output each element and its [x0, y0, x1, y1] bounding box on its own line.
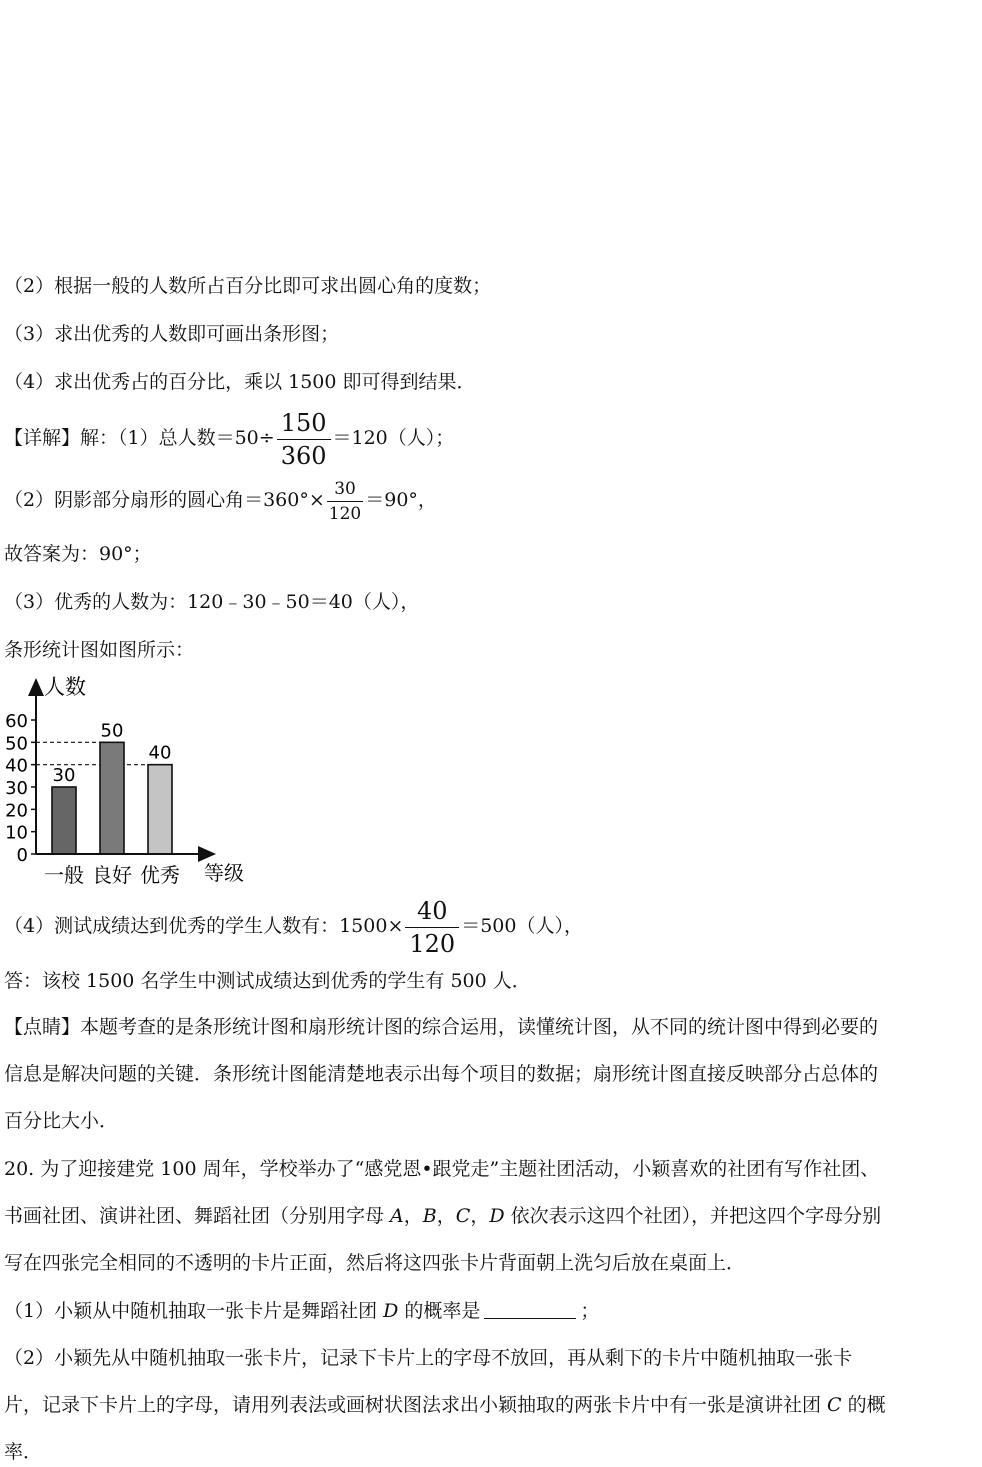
letter-a: A [390, 1205, 404, 1227]
y-tick-label: 60 [5, 711, 28, 732]
category-label: 良好 [92, 863, 132, 887]
separator: ， [436, 1205, 456, 1227]
question-20-part-2-line-1: （2）小颖先从中随机抽取一张卡片，记录下卡片上的字母不放回，再从剩下的卡片中随机抽取一张卡 [4, 1347, 853, 1369]
bar-value-label: 50 [100, 720, 124, 742]
bar-value-label: 40 [148, 742, 172, 764]
x-axis-label: 等级 [204, 861, 244, 885]
y-tick-label: 0 [16, 845, 28, 866]
part-1-text: （1）小颖从中随机抽取一张卡片是舞蹈社团 [4, 1300, 384, 1322]
y-axis-label: 人数 [44, 675, 86, 699]
letter-d: D [489, 1205, 505, 1227]
comment-line-2: 信息是解决问题的关键．条形统计图能清楚地表示出每个项目的数据；扇形统计图直接反映部分占总体的 [4, 1063, 879, 1085]
part-1-text: 的概率是 [398, 1300, 481, 1322]
solution-part-4 [4, 892, 583, 960]
solution-part-2-prefix: （2）阴影部分扇形的圆心角＝360°× [4, 489, 325, 511]
bar-1 [100, 742, 124, 854]
letter-b: B [422, 1205, 437, 1227]
letter-d: D [383, 1300, 399, 1322]
question-20-part-2-line-3: 率． [4, 1441, 43, 1463]
fraction-denominator: 120 [409, 929, 456, 958]
analysis-step-3: （3）求出优秀的人数即可画出条形图； [4, 323, 340, 345]
fraction-denominator: 360 [280, 441, 327, 470]
fraction-40-120 [405, 895, 459, 960]
category-labels [44, 863, 180, 887]
letter-c: C [455, 1205, 471, 1227]
y-tick-label: 50 [5, 733, 28, 755]
question-20-part-2-line-2 [4, 1393, 886, 1417]
category-label: 一般 [44, 863, 84, 887]
analysis-step-2: （2）根据一般的人数所占百分比即可求出圆心角的度数； [4, 275, 492, 297]
bar-value-label: 30 [52, 765, 76, 786]
part-2-text: 的概 [841, 1394, 886, 1416]
fraction-numerator: 150 [280, 408, 327, 437]
question-20-line-2 [4, 1204, 881, 1228]
solution-part-1-suffix: ＝120（人）； [332, 427, 455, 449]
separator: ， [470, 1205, 490, 1227]
solution-part-4-prefix: （4）测试成绩达到优秀的学生人数有：1500× [4, 915, 404, 937]
question-20-part-1 [4, 1299, 599, 1323]
final-answer: 答：该校 1500 名学生中测试成绩达到优秀的学生有 500 人． [4, 970, 531, 992]
y-tick-label: 10 [5, 822, 28, 844]
answer-blank[interactable] [484, 1300, 576, 1319]
question-20-line-3: 写在四张完全相同的不透明的卡片正面，然后将这四张卡片背面朝上洗匀后放在桌面上． [4, 1252, 746, 1274]
letter-c: C [827, 1394, 842, 1416]
bar-chart [4, 668, 264, 890]
solution-part-1 [4, 404, 454, 472]
solution-part-2 [4, 474, 437, 526]
separator: ， [403, 1205, 423, 1227]
part-2-text: 片，记录下卡片上的字母，请用列表法或画树状图法求出小颖抽取的两张卡片中有一张是演讲社团 [4, 1394, 828, 1416]
solution-part-2-answer: 故答案为：90°； [4, 543, 152, 565]
fraction-denominator: 120 [328, 503, 362, 524]
question-20-text: 依次表示这四个社团），并把这四个字母分别 [504, 1205, 882, 1227]
solution-part-4-suffix: ＝500（人）， [461, 915, 583, 937]
solution-part-1-prefix: 【详解】解：（1）总人数＝50÷ [4, 427, 275, 449]
bar-0 [52, 787, 76, 854]
y-ticks [5, 711, 36, 866]
comment-line-1: 【点睛】本题考查的是条形统计图和扇形统计图的综合运用，读懂统计图，从不同的统计图中得到必要的 [4, 1016, 879, 1038]
fraction-numerator: 30 [334, 478, 356, 499]
solution-part-2-suffix: ＝90°， [365, 489, 437, 511]
comment-line-3: 百分比大小． [4, 1110, 119, 1132]
solution-part-3: （3）优秀的人数为：120﹣30﹣50＝40（人）， [4, 591, 420, 613]
bar-2 [148, 765, 172, 854]
question-20-text: 书画社团、演讲社团、舞蹈社团（分别用字母 [4, 1205, 391, 1227]
y-tick-label: 30 [5, 778, 28, 799]
reference-lines [36, 742, 148, 764]
chart-intro: 条形统计图如图所示： [4, 639, 195, 661]
fraction-150-360 [277, 407, 331, 472]
y-tick-label: 20 [5, 800, 28, 822]
fraction-numerator: 40 [417, 896, 448, 925]
part-1-text: ； [580, 1300, 600, 1322]
category-label: 优秀 [140, 863, 180, 887]
analysis-step-4: （4）求出优秀占的百分比，乘以 1500 即可得到结果． [4, 371, 476, 393]
y-tick-label: 40 [5, 755, 28, 777]
fraction-30-120 [327, 477, 363, 526]
question-20-line-1: 20. 为了迎接建党 100 周年，学校举办了“感党恩•跟党走”主题社团活动，小颖喜欢的社团有写作社团、 [4, 1158, 880, 1180]
